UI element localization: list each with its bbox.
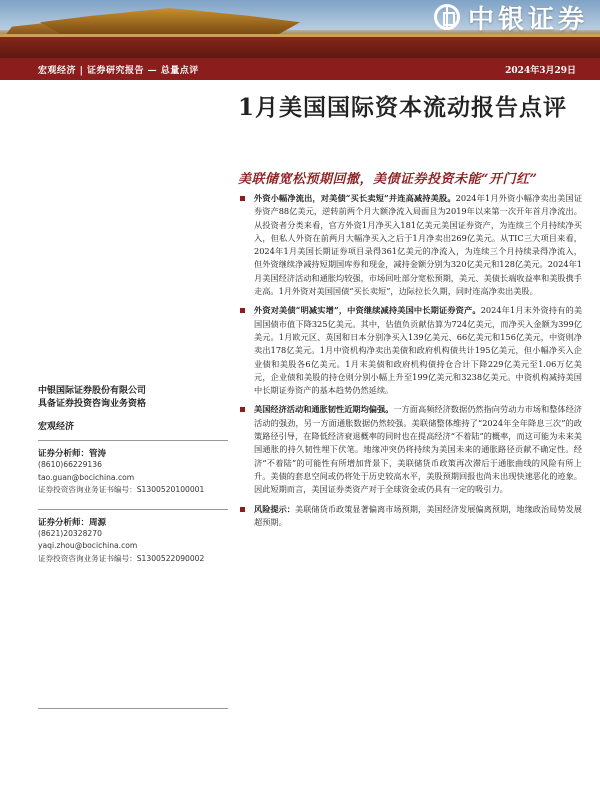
bullet-marker <box>240 196 245 201</box>
analyst-name: 证券分析师：管涛 <box>38 449 107 459</box>
analyst-cert: 证券投资咨询业务证书编号：S1300520100001 <box>38 485 205 494</box>
summary-bullets <box>240 192 582 535</box>
analyst-card <box>38 447 228 497</box>
analyst-phone: (8621)20328270 <box>38 528 102 538</box>
analyst-email[interactable]: tao.guan@bocichina.com <box>38 472 135 482</box>
analyst-cert: 证券投资咨询业务证书编号：S1300522090002 <box>38 553 205 563</box>
org-name: 中银国际证券股份有限公司 <box>38 386 147 396</box>
bullet-economy-inflation <box>240 403 582 496</box>
bullet-marker <box>240 507 245 512</box>
breadcrumb: 宏观经济 | 证券研究报告 — 总量点评 <box>38 65 199 76</box>
bullet-lead: 风险提示： <box>254 503 295 514</box>
sidebar-bottom-divider <box>38 708 228 709</box>
bullet-marker <box>240 407 245 412</box>
bullet-risk-warning <box>240 503 582 530</box>
report-category-bar <box>0 58 600 80</box>
header-banner <box>0 0 600 58</box>
bullet-lead: 美国经济活动和通胀韧性近期均偏强。 <box>254 404 394 415</box>
banner-wall <box>0 34 600 58</box>
divider <box>38 509 228 510</box>
analyst-email[interactable]: yaqi.zhou@bocichina.com <box>38 541 138 550</box>
page-subtitle: 美联储宽松预期回撤，美债证券投资未能“开门红” <box>238 172 538 187</box>
analyst-phone: (8610)66229136 <box>38 460 102 469</box>
bullet-text: 2024年1月末外资持有的美国国债市值下降325亿美元。其中，估值负贡献估算为724亿美元，而净买入金额为399亿美元。1月欧元区、英国和日本分别净买入139亿美元、66亿美元和156亿美元，中资则净卖出178亿美元。1月中资机构净卖出美债和政府机构债共计195亿美元，但小幅净买入企业债和美股各6亿美元。1月末美债和政府机构债持仓合计下降229亿美元至1.06万亿美元，企业债和美股的持仓则分别小幅上升至199亿美元和3238亿美元。中资机构减持美国中长期证券资产的基本趋势仍然延续。 <box>254 305 583 396</box>
bullet-marker <box>240 308 245 313</box>
analyst-card <box>38 516 228 566</box>
bullet-capital-flows <box>240 192 582 298</box>
brand-logo <box>350 0 600 34</box>
org-qualification: 具备证券投资咨询业务资格 <box>38 399 147 409</box>
bullet-text: 一方面高频经济数据仍然指向劳动力市场和整体经济活动的强劲，另一方面通胀数据仍然较强。美联储整体维持了“2024年全年降息三次”的政策路径引导，在降低经济衰退概率的同时也在提高经济“不着陆”的概率，而这可能为未来美国通胀的持久韧性埋下伏笔。地缘冲突仍将持续为美国未来的通胀路径贡献不确定性。经济“不着陆”的可能性有所增加背景下，美联储货币政策再次滞后于通胀曲线的风险有所上升。美债的套息空间或仍将处于历史较高水平，美股预期回报也尚未出现快速恶化的迹象。因此短期而言，美国证券类资产对于全球资金或仍具有一定的吸引力。 <box>254 404 582 495</box>
sector-label: 宏观经济 <box>38 422 75 432</box>
bullet-treasury-holdings <box>240 304 582 397</box>
divider <box>38 440 228 441</box>
bullet-lead: 外资小幅净流出，对美债“买长卖短”并连高减持美股。 <box>254 193 456 203</box>
page-title: 1月美国国际资本流动报告点评 <box>238 94 568 121</box>
report-date: 2024年3月29日 <box>505 65 576 76</box>
bullet-lead: 外资对美债“明减实增”，中资继续减持美国中长期证券资产。 <box>254 305 481 316</box>
sidebar <box>38 385 228 577</box>
brand-name: 中银证券 <box>467 4 588 35</box>
bank-logo-icon <box>434 4 460 30</box>
bullet-text: 美联储货币政策显著偏离市场预期，美国经济发展偏离预期，地缘政治局势发展超预期。 <box>254 503 582 527</box>
analyst-name: 证券分析师：周源 <box>38 517 107 528</box>
bullet-text: 2024年1月外资小幅净卖出美国证券资产88亿美元，逆转前两个月大额净流入局面且为2019年以来第一次开年首月净流出。从投资者分类来看，官方外资1月净买入181亿美元美国证券资产，为连续三个月持续净买入，但私人外资在前两月大幅净买入之后于1月净卖出269亿美元。从TIC三大项目来看，2024年1月美国长期证券项目录得361亿美元的净流入，为连续三个月持续录得净流入，但外资继续净减持短期国库券和现金，减持金额分别为320亿美元和128亿美元。2024年1月美国经济活动和通胀均较强，市场回吐部分宽松预期，美元、美债长端收益率和美股携手走高。1月外资对美国国债“买长卖短”，边际拉长久期，同时连高净卖出美股。 <box>254 193 583 297</box>
